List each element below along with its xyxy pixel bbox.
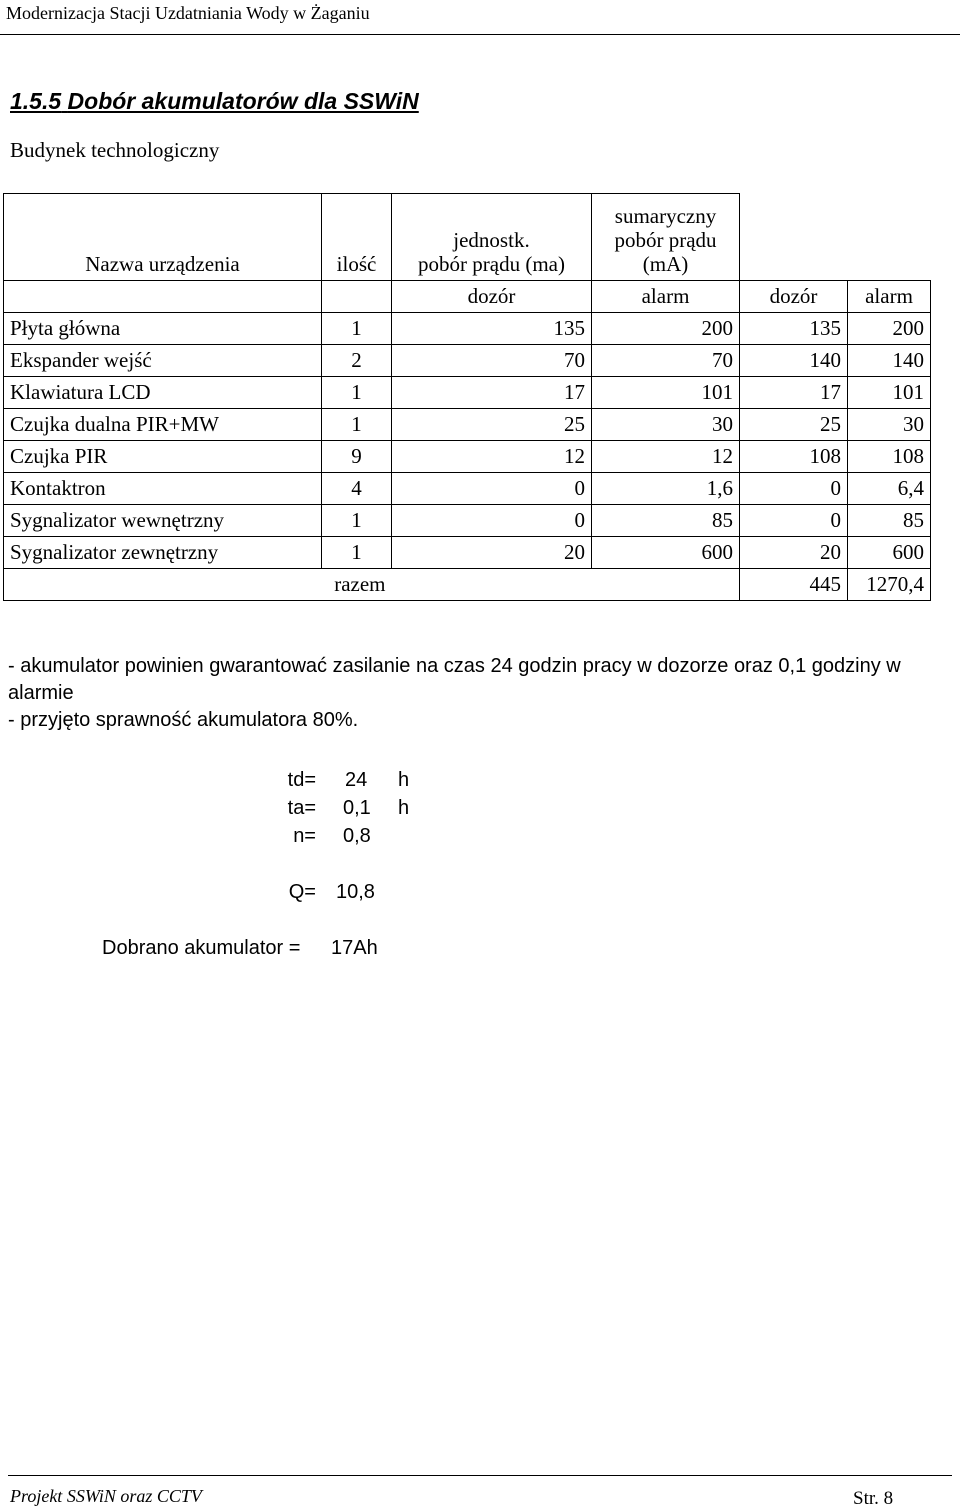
subheader-sum-alarm: alarm: [848, 281, 931, 313]
q-value: 10,8: [336, 881, 375, 903]
footer-project: Projekt SSWiN oraz CCTV: [10, 1486, 202, 1506]
unit-alarm: 1,6: [592, 473, 740, 505]
td-value: 24: [345, 769, 368, 791]
document-header-title: Modernizacja Stacji Uzdatniania Wody w Żaganiu: [6, 3, 370, 23]
sum-dozor: 17: [740, 377, 848, 409]
device-name: Kontaktron: [4, 473, 322, 505]
table-body: [4, 313, 931, 569]
section-number: 1.5.5: [10, 88, 62, 114]
footer-divider: [8, 1475, 952, 1476]
subheader-unit-alarm: alarm: [592, 281, 740, 313]
note-line: - przyjęto sprawność akumulatora 80%.: [8, 709, 359, 731]
unit-alarm: 200: [592, 313, 740, 345]
col-header-unit-current: jednostk. pobór prądu (ma): [392, 194, 592, 281]
td-label: td=: [287, 769, 316, 791]
header-divider: [0, 34, 960, 35]
device-name: Sygnalizator wewnętrzny: [4, 505, 322, 537]
device-qty: 1: [322, 537, 392, 569]
col-header-qty: ilość: [322, 194, 392, 281]
sum-dozor: 108: [740, 441, 848, 473]
total-label: razem: [4, 569, 392, 601]
table-row: [4, 345, 931, 377]
note-line: - akumulator powinien gwarantować zasilanie na czas 24 godzin pracy w dozorze oraz 0,1 godziny w alarmie: [8, 655, 901, 704]
total-sum-alarm: 1270,4: [848, 569, 931, 601]
device-name: Sygnalizator zewnętrzny: [4, 537, 322, 569]
col-header-name: Nazwa urządzenia: [4, 194, 322, 281]
device-name: Czujka PIR: [4, 441, 322, 473]
sum-dozor: 140: [740, 345, 848, 377]
ta-unit: h: [398, 797, 410, 819]
battery-sizing-table: [3, 193, 931, 601]
device-qty: 1: [322, 409, 392, 441]
device-qty: 1: [322, 313, 392, 345]
header-blank: [848, 194, 931, 281]
sum-dozor: 25: [740, 409, 848, 441]
device-name: Czujka dualna PIR+MW: [4, 409, 322, 441]
ta-value: 0,1: [343, 797, 371, 819]
sum-alarm: 6,4: [848, 473, 931, 505]
table-row: [4, 505, 931, 537]
device-name: Ekspander wejść: [4, 345, 322, 377]
col-header-total-current: sumaryczny pobór prądu (mA): [592, 194, 740, 281]
table-subheader-row: [4, 281, 931, 313]
ta-label: ta=: [287, 797, 316, 819]
unit-dozor: 135: [392, 313, 592, 345]
unit-dozor: 70: [392, 345, 592, 377]
sum-alarm: 108: [848, 441, 931, 473]
unit-alarm: 30: [592, 409, 740, 441]
unit-dozor: 25: [392, 409, 592, 441]
sum-dozor: 20: [740, 537, 848, 569]
subheader-unit-dozor: dozór: [392, 281, 592, 313]
header-blank: [740, 194, 848, 281]
sum-alarm: 600: [848, 537, 931, 569]
unit-alarm: 85: [592, 505, 740, 537]
sum-alarm: 101: [848, 377, 931, 409]
device-name: Klawiatura LCD: [4, 377, 322, 409]
table-row: [4, 537, 931, 569]
table-row: [4, 473, 931, 505]
requirements-notes: [8, 653, 948, 734]
n-value: 0,8: [343, 825, 371, 847]
table-row: [4, 377, 931, 409]
unit-alarm: 600: [592, 537, 740, 569]
n-label: n=: [293, 825, 316, 847]
unit-dozor: 20: [392, 537, 592, 569]
unit-alarm: 101: [592, 377, 740, 409]
table-total-row: [4, 569, 931, 601]
result-value: 17Ah: [331, 937, 378, 959]
table-row: [4, 409, 931, 441]
unit-dozor: 0: [392, 473, 592, 505]
device-qty: 1: [322, 377, 392, 409]
q-label: Q=: [288, 881, 316, 903]
sum-dozor: 0: [740, 473, 848, 505]
unit-dozor: 0: [392, 505, 592, 537]
device-qty: 4: [322, 473, 392, 505]
building-subtitle: Budynek technologiczny: [10, 138, 220, 162]
unit-dozor: 17: [392, 377, 592, 409]
sum-alarm: 85: [848, 505, 931, 537]
section-title: Dobór akumulatorów dla SSWiN: [67, 88, 419, 114]
page-number: Str. 8: [853, 1488, 894, 1509]
section-heading: [10, 88, 419, 115]
sum-alarm: 140: [848, 345, 931, 377]
td-unit: h: [398, 769, 410, 791]
device-qty: 2: [322, 345, 392, 377]
unit-alarm: 70: [592, 345, 740, 377]
sum-dozor: 0: [740, 505, 848, 537]
table-row: [4, 441, 931, 473]
total-sum-dozor: 445: [740, 569, 848, 601]
sum-alarm: 200: [848, 313, 931, 345]
sum-alarm: 30: [848, 409, 931, 441]
table-header-row: [4, 194, 931, 281]
result-label: Dobrano akumulator =: [102, 937, 301, 959]
sum-dozor: 135: [740, 313, 848, 345]
table-row: [4, 313, 931, 345]
unit-dozor: 12: [392, 441, 592, 473]
device-qty: 1: [322, 505, 392, 537]
unit-alarm: 12: [592, 441, 740, 473]
device-qty: 9: [322, 441, 392, 473]
subheader-sum-dozor: dozór: [740, 281, 848, 313]
device-name: Płyta główna: [4, 313, 322, 345]
